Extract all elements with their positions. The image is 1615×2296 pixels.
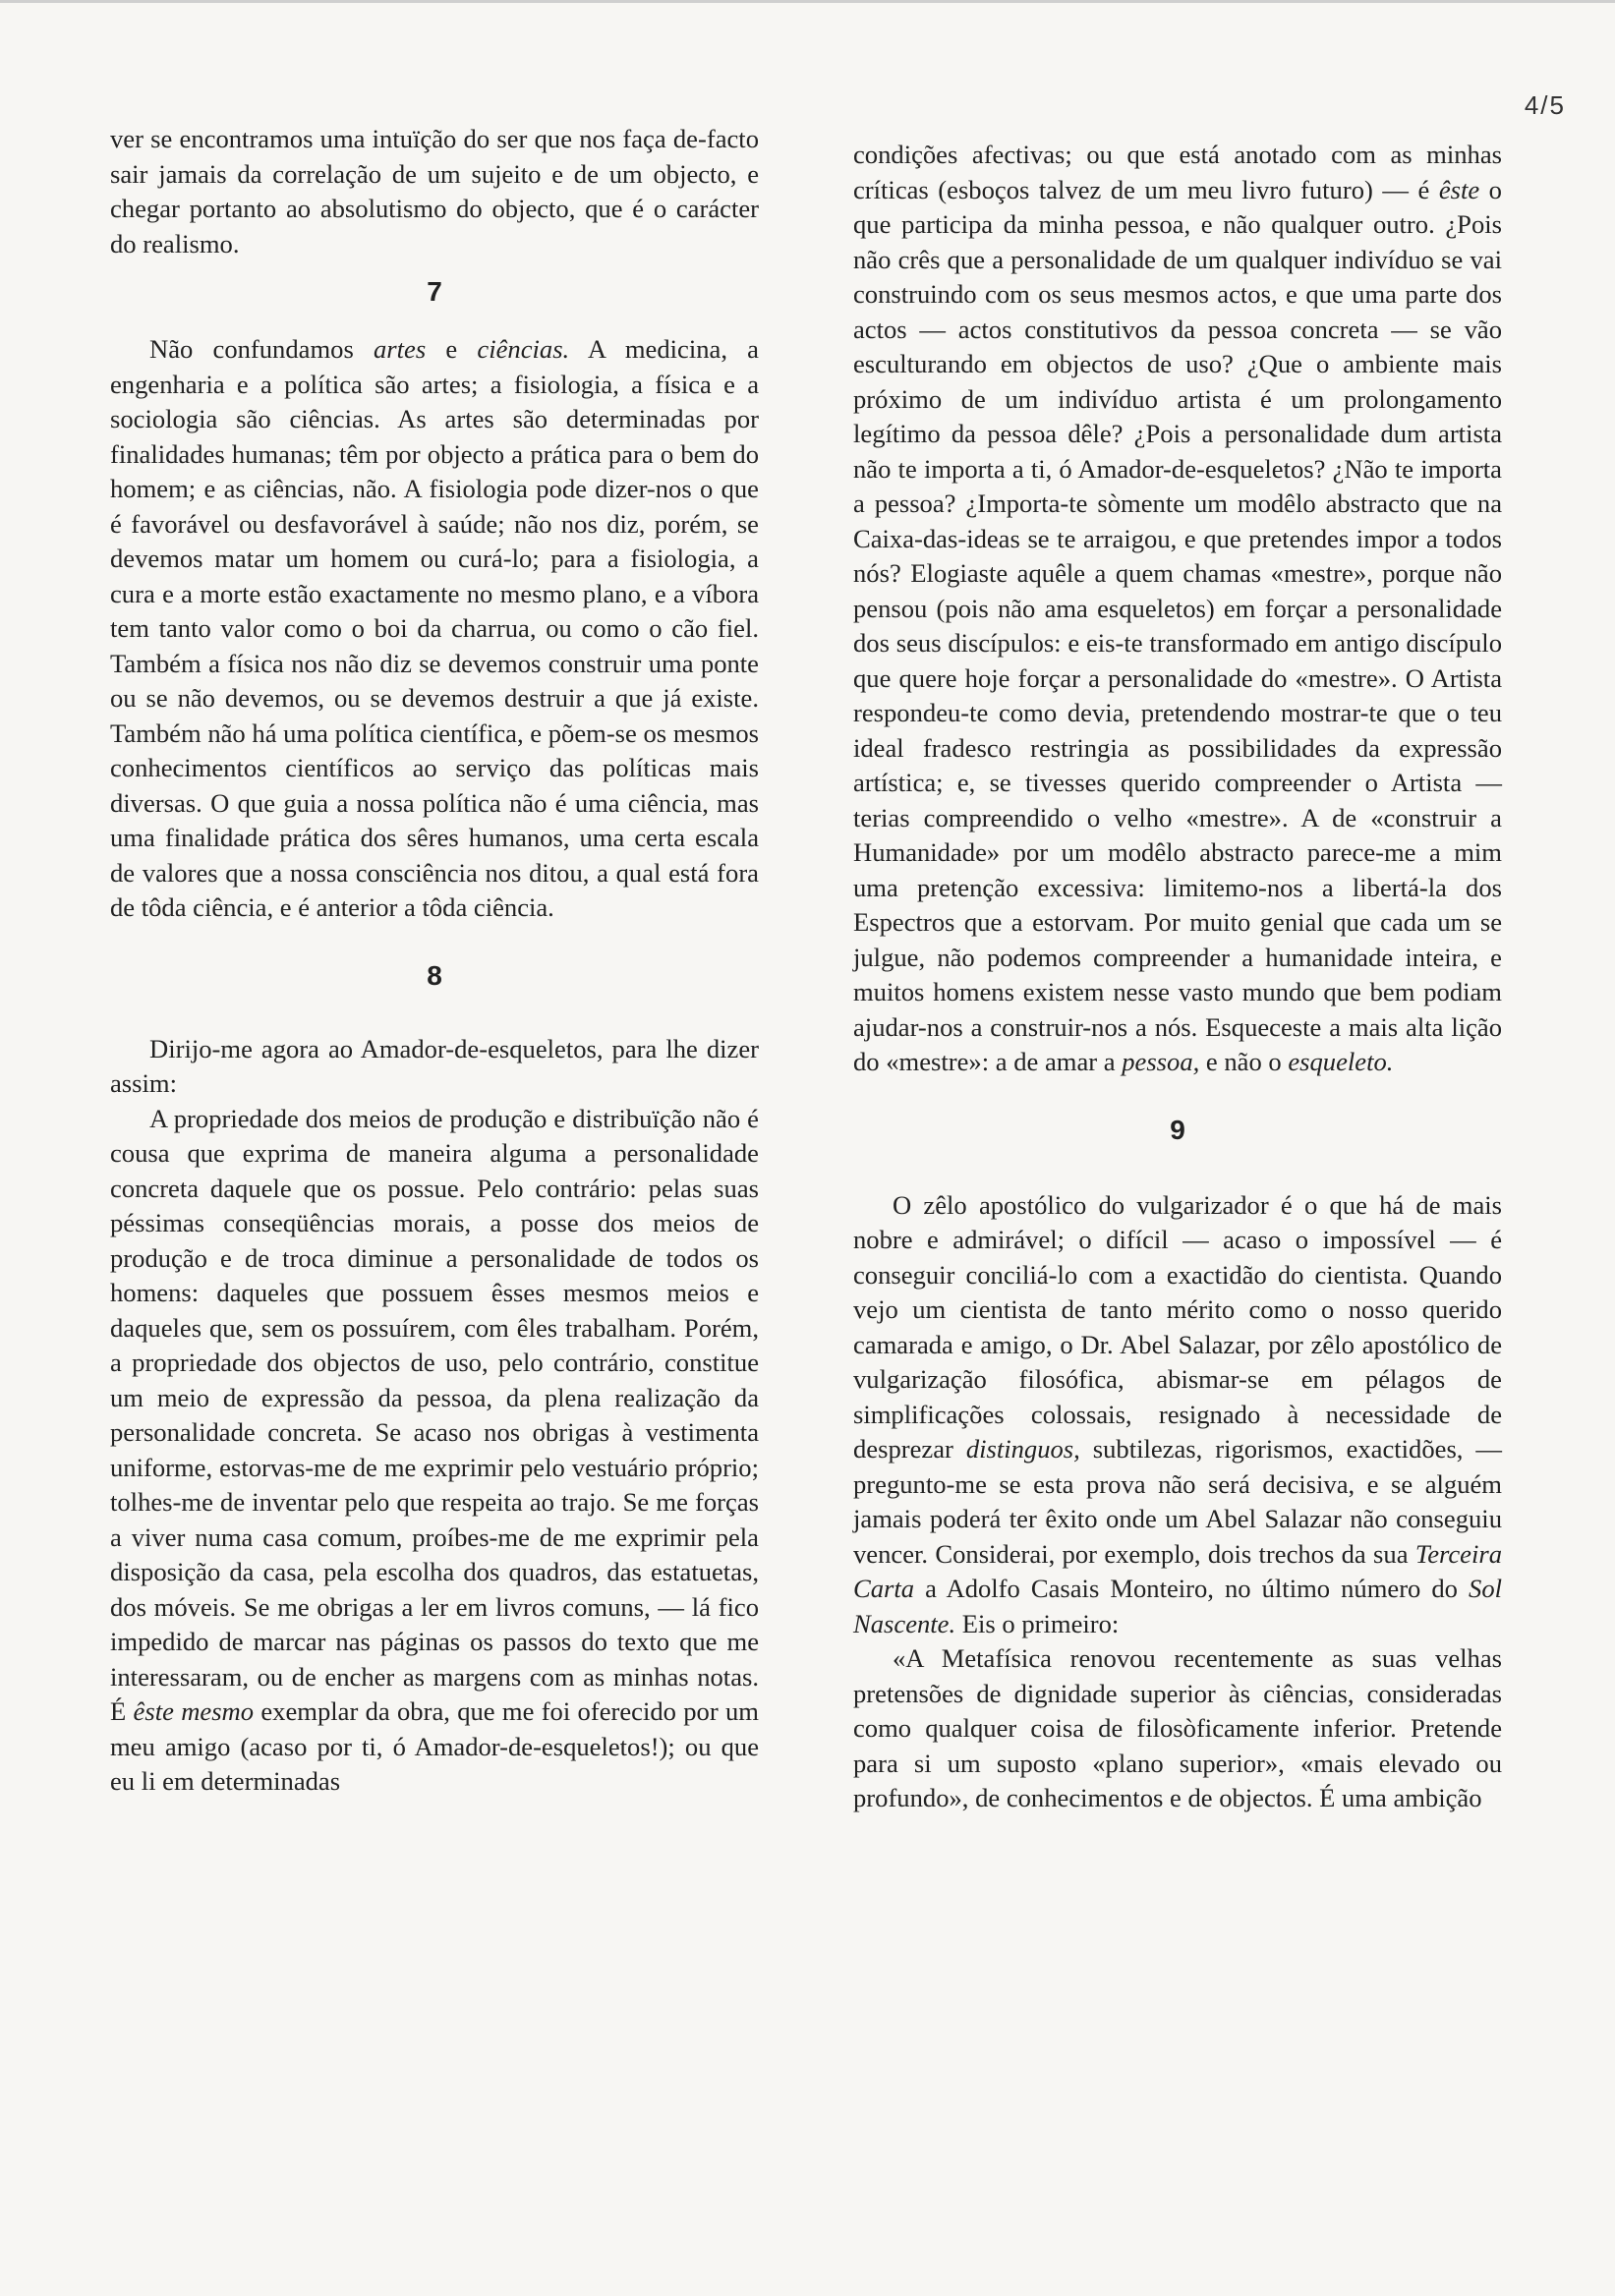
paragraph: ver se encontramos uma intuïção do ser que nos faça de-facto sair jamais da correlação de um sujeito e de um objecto, e chegar portanto ao absolutismo do objecto, que é o carácter do realismo. — [110, 124, 759, 258]
scan-top-edge — [0, 0, 1615, 3]
section-number-7: 7 — [427, 276, 442, 307]
paragraph: «A Metafísica renovou recentemente as suas velhas pretensões de dignidade superior às ciências, consideradas como qualquer coisa de filosòficamente inferior. Pretende para si um suposto «plano superior», «mais elevado ou profundo», de conhecimentos e de objectos. É uma ambição — [853, 1643, 1502, 1812]
paragraph: Não confundamos artes e ciências. A medicina, a engenharia e a política são artes; a fisiologia, a física e a sociologia são ciências. As artes são determinadas por finalidades humanas; têm por objecto a prática para o bem do homem; e as ciências, não. A fisiologia pode dizer-nos o que é favorável ou desfavorável à saúde; não nos diz, porém, se devemos matar um homem ou curá-lo; para a fisiologia, a cura e a morte estão exactamente no mesmo plano, e a víbora tem tanto valor como o boi da charrua, ou como o cão fiel. Também a física nos não diz se devemos construir uma ponte ou se não devemos, ou se devemos destruir a que já existe. Também não há uma política científica, e põem-se os mesmos conhecimentos científicos ao serviço das políticas mais diversas. O que guia a nossa política não é uma ciência, mas uma finalidade prática dos sêres humanos, uma certa escala de valores que a nossa consciência nos ditou, a qual está fora de tôda ciência, e é anterior a tôda ciência. — [110, 334, 759, 922]
paragraph: Dirijo-me agora ao Amador-de-esqueletos, para lhe dizer assim: — [110, 1033, 759, 1098]
paragraph: A propriedade dos meios de produção e distribuïção não é cousa que exprima de maneira alguma a personalidade concreta daquele que os possue. Pelo contrário: pelas suas péssimas conseqüências morais, a posse dos meios de produção e de troca diminue a personalidade de todos os homens: daqueles que possuem êsses mesmos meios e daqueles que, sem os possuírem, com êles trabalham. Porém, a propriedade dos objectos de uso, pelo contrário, constitue um meio de expressão da pessoa, da plena realização da personalidade concreta. Se acaso nos obrigas à vestimenta uniforme, estorvas-me de me exprimir pelo vestuário próprio; tolhes-me de inventar pelo que respeita ao trajo. Se me forças a viver numa casa comum, proíbes-me de me exprimir pela disposição da casa, pela escolha dos quadros, das estatuetas, dos móveis. Se me obrigas a ler em livros comuns, — lá fico impedido de marcar nas páginas os passos do texto que me interessaram, ou de encher as margens com as minhas notas. É êste mesmo exemplar da obra, que me foi oferecido por um meu amigo (acaso por ti, ó Amador-de-esqueletos!); ou que eu li em determinadas — [110, 1103, 759, 1796]
right-column — [853, 138, 1502, 1816]
section-number-9: 9 — [1170, 1114, 1185, 1145]
paragraph: O zêlo apostólico do vulgarizador é o que há de mais nobre e admirável; o difícil — acaso o impossível — é conseguir conciliá-lo com a exactidão do cientista. Quando vejo um cientista de tanto mérito como o nosso querido camarada e amigo, o Dr. Abel Salazar, por zêlo apostólico de vulgarização filosófica, abismar-se em pélagos de simplificações colossais, resignado à necessidade de desprezar distinguos, subtilezas, rigorismos, exactidões, — pregunto-me se esta prova não será decisiva, e se alguém jamais poderá ter êxito onde um Abel Salazar não conseguiu vencer. Considerai, por exemplo, dois trechos da sua Terceira Carta a Adolfo Casais Monteiro, no último número do Sol Nascente. Eis o primeiro: — [853, 1189, 1502, 1638]
paragraph: condições afectivas; ou que está anotado com as minhas críticas (esboços talvez de um meu livro futuro) — é êste o que participa da minha pessoa, e não qualquer outro. ¿Pois não crês que a personalidade de um qualquer indivíduo se vai construindo com os seus mesmos actos, e que uma parte dos actos — actos constitutivos da pessoa concreta — se vão esculturando em objectos de uso? ¿Que o ambiente mais próximo de um indivíduo artista é um prolongamento legítimo da pessoa dêle? ¿Pois a personalidade dum artista não te importa a ti, ó Amador-de-esqueletos? ¿Não te importa a pessoa? ¿Importa-te sòmente um modêlo abstracto que na Caixa-das-ideas se te arraigou, e que pretendes impor a todos nós? Elogiaste aquêle a quem chamas «mestre», porque não pensou (pois não ama esqueletos) em forçar a personalidade dos seus discípulos: e eis-te transformado em antigo discípulo que quere hoje forçar a personalidade do «mestre». O Artista respondeu-te como devia, pretendendo mostrar-te que o teu ideal fradesco restringia as possibilidades da expressão artística; e, se tivesses querido compreender o Artista — terias compreendido o velho «mestre». A de «construir a Humanidade» por um modêlo abstracto parece-me a mim uma pretenção excessiva: limitemo-nos a libertá-la dos Espectros que a estorvam. Por muito genial que cada um se julgue, não podemos compreender a humanidade inteira, e muitos homens existem nesse vasto mundo que bem podiam ajudar-nos a construir-nos a nós. Esqueceste a mais alta lição do «mestre»: a de amar a pessoa, e não o esqueleto. — [853, 140, 1502, 1076]
left-column — [110, 122, 759, 1800]
page-number: 4/5 — [1524, 90, 1566, 120]
section-number-8: 8 — [427, 959, 442, 991]
